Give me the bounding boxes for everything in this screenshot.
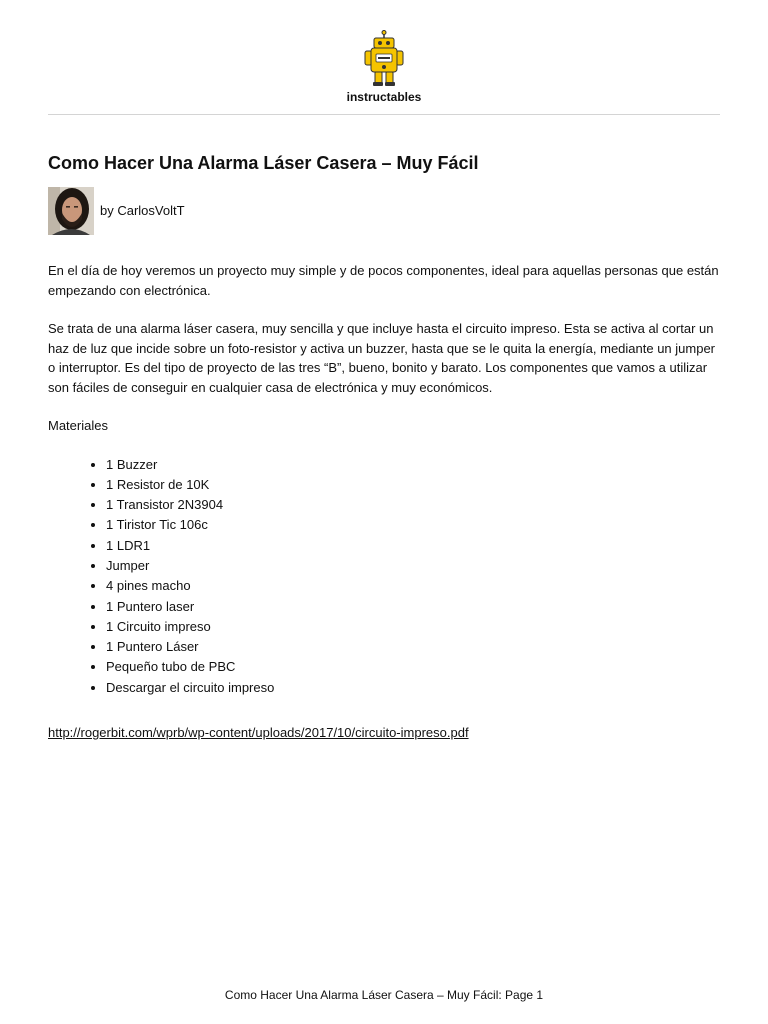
author-row <box>48 187 720 235</box>
list-item: • 1 Resistor de 10K <box>106 475 720 495</box>
author-avatar-icon[interactable] <box>48 187 94 235</box>
list-item: • 1 Transistor 2N3904 <box>106 495 720 515</box>
article-title: Como Hacer Una Alarma Láser Casera – Muy Fácil <box>48 153 479 173</box>
materials-list <box>48 455 720 699</box>
download-link-row <box>48 723 720 742</box>
materials-heading: Materiales <box>48 418 108 433</box>
list-item: • Jumper <box>106 556 720 576</box>
article <box>48 150 720 742</box>
author-byline[interactable]: by CarlosVoltT <box>100 203 185 218</box>
list-item: • 1 Buzzer <box>106 455 720 475</box>
list-item: • 1 Circuito impreso <box>106 617 720 637</box>
list-item: • 1 LDR1 <box>106 536 720 556</box>
list-item: • Descargar el circuito impreso <box>106 678 720 698</box>
description-paragraph: Se trata de una alarma láser casera, muy sencilla y que incluye hasta el circuito impreso. Esta se activa al cortar un haz de luz que incide sobre un foto-resistor y activa un buzzer, hasta que se le quita la energía, mediante un jumper o interruptor. Es del tipo de proyecto de las tres “B”, bueno, bonito y barato. Los componentes que vamos a utilizar son fáciles de conseguir en cualquier casa de electrónica y muy económicos. <box>48 321 716 395</box>
list-item: • 4 pines macho <box>106 576 720 596</box>
brand-name[interactable]: instructables <box>346 90 422 104</box>
instructables-robot-logo-icon[interactable] <box>360 30 408 88</box>
site-header <box>0 30 768 104</box>
circuit-pdf-link[interactable]: http://rogerbit.com/wprb/wp-content/uploads/2017/10/circuito-impreso.pdf <box>48 725 469 741</box>
page-footer: Como Hacer Una Alarma Láser Casera – Muy Fácil: Page 1 <box>224 988 544 1002</box>
list-item: • Pequeño tubo de PBC <box>106 657 720 677</box>
list-item: • 1 Tiristor Tic 106c <box>106 515 720 535</box>
intro-paragraph: En el día de hoy veremos un proyecto muy simple y de pocos componentes, ideal para aquellas personas que están empezando con electrónica. <box>48 263 719 298</box>
list-item: • 1 Puntero Láser <box>106 637 720 657</box>
header-divider <box>48 114 720 115</box>
list-item: • 1 Puntero laser <box>106 597 720 617</box>
